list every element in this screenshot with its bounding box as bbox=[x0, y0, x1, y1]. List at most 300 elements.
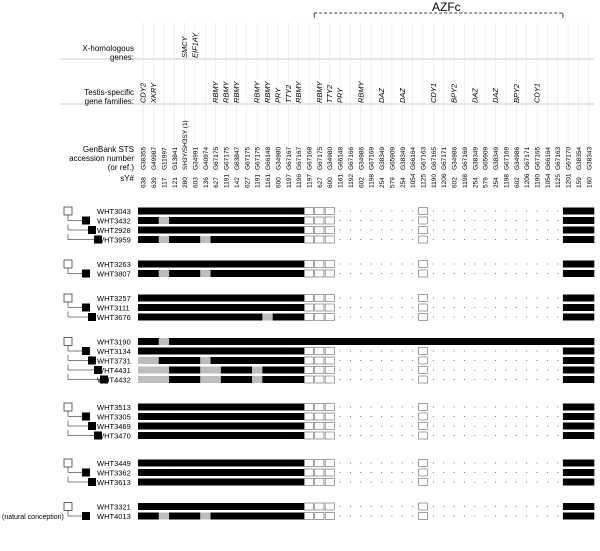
absent-cell bbox=[325, 367, 334, 374]
absent-dot bbox=[557, 435, 558, 436]
present-cell bbox=[200, 208, 211, 215]
present-cell bbox=[211, 338, 222, 345]
absent-dot bbox=[464, 307, 465, 308]
present-cell bbox=[563, 376, 574, 383]
present-cell bbox=[262, 479, 273, 486]
absent-dot bbox=[360, 220, 361, 221]
accession-label: G67175 bbox=[316, 146, 324, 170]
present-cell bbox=[273, 460, 284, 467]
absent-dot bbox=[485, 506, 486, 507]
sy-number-label: 638 bbox=[140, 177, 148, 188]
absent-cell bbox=[325, 270, 334, 277]
partial-cell bbox=[159, 338, 170, 345]
absent-dot bbox=[340, 360, 341, 361]
present-cell bbox=[356, 338, 367, 345]
present-cell bbox=[563, 513, 574, 520]
present-cell bbox=[262, 217, 273, 224]
absent-dot bbox=[485, 263, 486, 264]
absent-dot bbox=[443, 273, 444, 274]
absent-dot bbox=[412, 220, 413, 221]
absent-cell bbox=[315, 423, 324, 430]
testis-gene-label: RBMY bbox=[356, 81, 366, 103]
present-cell bbox=[159, 295, 170, 302]
absent-dot bbox=[464, 369, 465, 370]
present-cell bbox=[242, 404, 253, 411]
present-cell bbox=[190, 295, 201, 302]
present-cell bbox=[262, 236, 273, 243]
present-cell bbox=[573, 503, 584, 510]
present-cell bbox=[211, 295, 222, 302]
absent-cell bbox=[419, 367, 428, 374]
testis-gene-label: PRY bbox=[335, 87, 345, 103]
sy-number-label: 602 bbox=[451, 177, 459, 188]
present-cell bbox=[262, 348, 273, 355]
accession-label: G67175 bbox=[254, 146, 262, 170]
testis-specific-label: Testis-specific gene families: bbox=[84, 88, 134, 106]
present-cell bbox=[273, 304, 284, 311]
absent-dot bbox=[412, 316, 413, 317]
present-cell bbox=[159, 208, 170, 215]
present-cell bbox=[252, 503, 263, 510]
sy-number-label: 160 bbox=[586, 177, 594, 188]
absent-dot bbox=[402, 369, 403, 370]
absent-dot bbox=[381, 425, 382, 426]
absent-dot bbox=[495, 229, 496, 230]
absent-dot bbox=[350, 425, 351, 426]
sy-number-label: 1125 bbox=[420, 174, 428, 188]
absent-dot bbox=[474, 210, 475, 211]
testis-gene-label: DAZ bbox=[377, 88, 387, 103]
sy-number-label: 603 bbox=[192, 177, 200, 188]
present-cell bbox=[190, 338, 201, 345]
absent-dot bbox=[350, 462, 351, 463]
absent-dot bbox=[350, 263, 351, 264]
absent-dot bbox=[443, 369, 444, 370]
absent-dot bbox=[454, 416, 455, 417]
absent-dot bbox=[340, 515, 341, 516]
absent-dot bbox=[391, 229, 392, 230]
absent-dot bbox=[547, 360, 548, 361]
present-cell bbox=[262, 295, 273, 302]
absent-cell bbox=[419, 404, 428, 411]
present-cell bbox=[573, 432, 584, 439]
absent-dot bbox=[536, 273, 537, 274]
present-cell bbox=[231, 227, 242, 234]
present-cell bbox=[542, 338, 553, 345]
absent-dot bbox=[371, 506, 372, 507]
present-cell bbox=[387, 338, 398, 345]
absent-dot bbox=[402, 316, 403, 317]
present-cell bbox=[459, 338, 470, 345]
present-cell bbox=[584, 376, 595, 383]
present-cell bbox=[231, 479, 242, 486]
absent-dot bbox=[402, 307, 403, 308]
present-cell bbox=[179, 513, 190, 520]
absent-dot bbox=[350, 506, 351, 507]
present-cell bbox=[252, 304, 263, 311]
absent-dot bbox=[464, 297, 465, 298]
present-cell bbox=[273, 295, 284, 302]
present-cell bbox=[169, 432, 180, 439]
accession-label: G38349 bbox=[472, 146, 480, 170]
present-cell bbox=[138, 261, 149, 268]
absent-dot bbox=[526, 472, 527, 473]
absent-dot bbox=[412, 263, 413, 264]
present-cell bbox=[293, 367, 304, 374]
absent-dot bbox=[381, 297, 382, 298]
absent-dot bbox=[454, 515, 455, 516]
present-cell bbox=[148, 460, 159, 467]
absent-dot bbox=[360, 506, 361, 507]
absent-dot bbox=[557, 462, 558, 463]
absent-dot bbox=[464, 239, 465, 240]
absent-cell bbox=[419, 503, 428, 510]
absent-dot bbox=[547, 239, 548, 240]
absent-dot bbox=[495, 360, 496, 361]
absent-dot bbox=[547, 416, 548, 417]
absent-dot bbox=[443, 316, 444, 317]
absent-dot bbox=[381, 472, 382, 473]
present-cell bbox=[159, 304, 170, 311]
absent-dot bbox=[443, 406, 444, 407]
present-cell bbox=[584, 270, 595, 277]
sy-number-label: 600 bbox=[275, 177, 283, 188]
absent-dot bbox=[454, 263, 455, 264]
absent-dot bbox=[350, 515, 351, 516]
present-cell bbox=[262, 357, 273, 364]
present-cell bbox=[252, 460, 263, 467]
present-cell bbox=[262, 404, 273, 411]
absent-cell bbox=[315, 432, 324, 439]
present-cell bbox=[211, 217, 222, 224]
present-cell bbox=[293, 404, 304, 411]
absent-dot bbox=[557, 239, 558, 240]
absent-dot bbox=[547, 210, 548, 211]
present-cell bbox=[221, 208, 232, 215]
absent-dot bbox=[371, 360, 372, 361]
present-cell bbox=[293, 338, 304, 345]
absent-dot bbox=[443, 263, 444, 264]
row-label: WHT3470 bbox=[97, 431, 131, 441]
absent-dot bbox=[391, 220, 392, 221]
absent-dot bbox=[371, 239, 372, 240]
present-cell bbox=[573, 261, 584, 268]
absent-cell bbox=[304, 357, 313, 364]
present-cell bbox=[231, 304, 242, 311]
pedigree-son-box bbox=[82, 469, 90, 477]
absent-dot bbox=[505, 462, 506, 463]
azfc-label: AZFc bbox=[432, 0, 461, 14]
sy-number-label: 1196 bbox=[296, 174, 304, 188]
present-cell bbox=[190, 376, 201, 383]
absent-dot bbox=[402, 472, 403, 473]
pedigree-father-box bbox=[64, 207, 72, 215]
absent-dot bbox=[474, 273, 475, 274]
absent-cell bbox=[419, 261, 428, 268]
sy-number-label: 579 bbox=[389, 177, 397, 188]
absent-dot bbox=[340, 506, 341, 507]
absent-dot bbox=[391, 462, 392, 463]
absent-dot bbox=[433, 220, 434, 221]
present-cell bbox=[283, 348, 294, 355]
accession-label: G83847 bbox=[233, 146, 241, 170]
present-cell bbox=[573, 314, 584, 321]
absent-dot bbox=[371, 425, 372, 426]
absent-dot bbox=[547, 425, 548, 426]
absent-cell bbox=[325, 460, 334, 467]
absent-dot bbox=[402, 462, 403, 463]
present-cell bbox=[211, 227, 222, 234]
present-cell bbox=[563, 404, 574, 411]
absent-dot bbox=[433, 425, 434, 426]
present-cell bbox=[242, 413, 253, 420]
absent-dot bbox=[381, 435, 382, 436]
absent-dot bbox=[360, 350, 361, 351]
present-cell bbox=[584, 227, 595, 234]
row-label: WHT3190 bbox=[97, 337, 131, 347]
present-cell bbox=[159, 413, 170, 420]
absent-dot bbox=[547, 263, 548, 264]
absent-dot bbox=[433, 350, 434, 351]
absent-cell bbox=[315, 367, 324, 374]
partial-cell bbox=[138, 357, 149, 364]
present-cell bbox=[293, 261, 304, 268]
absent-cell bbox=[304, 404, 313, 411]
absent-dot bbox=[557, 472, 558, 473]
present-cell bbox=[242, 469, 253, 476]
absent-dot bbox=[433, 481, 434, 482]
sy-number-label: 1197 bbox=[285, 174, 293, 188]
absent-dot bbox=[516, 506, 517, 507]
sy-number-label: 1054 bbox=[410, 173, 418, 188]
present-cell bbox=[563, 314, 574, 321]
present-cell bbox=[262, 460, 273, 467]
absent-dot bbox=[495, 462, 496, 463]
absent-dot bbox=[391, 515, 392, 516]
absent-dot bbox=[557, 379, 558, 380]
absent-dot bbox=[495, 506, 496, 507]
absent-dot bbox=[495, 273, 496, 274]
absent-dot bbox=[526, 297, 527, 298]
absent-dot bbox=[526, 229, 527, 230]
absent-cell bbox=[419, 460, 428, 467]
present-cell bbox=[584, 460, 595, 467]
present-cell bbox=[242, 208, 253, 215]
accession-label: G34980 bbox=[275, 146, 283, 170]
row-note: (natural conception) bbox=[2, 514, 64, 521]
partial-cell bbox=[148, 376, 159, 383]
pedigree-father-box bbox=[64, 403, 72, 411]
absent-dot bbox=[402, 350, 403, 351]
pedigree-son-box bbox=[88, 478, 96, 486]
present-cell bbox=[179, 432, 190, 439]
absent-dot bbox=[495, 472, 496, 473]
partial-cell bbox=[200, 270, 211, 277]
absent-cell bbox=[419, 376, 428, 383]
absent-dot bbox=[454, 406, 455, 407]
partial-cell bbox=[252, 376, 263, 383]
absent-dot bbox=[391, 425, 392, 426]
absent-cell bbox=[304, 413, 313, 420]
present-cell bbox=[252, 295, 263, 302]
present-cell bbox=[262, 261, 273, 268]
present-cell bbox=[231, 217, 242, 224]
present-cell bbox=[242, 261, 253, 268]
absent-dot bbox=[505, 472, 506, 473]
present-cell bbox=[273, 413, 284, 420]
present-cell bbox=[273, 376, 284, 383]
present-cell bbox=[262, 227, 273, 234]
absent-dot bbox=[340, 210, 341, 211]
row-label: WHT3731 bbox=[97, 356, 131, 366]
accession-label: G65909 bbox=[482, 146, 490, 170]
absent-dot bbox=[412, 350, 413, 351]
absent-dot bbox=[474, 462, 475, 463]
absent-cell bbox=[315, 314, 324, 321]
absent-dot bbox=[340, 462, 341, 463]
absent-dot bbox=[433, 229, 434, 230]
absent-dot bbox=[443, 462, 444, 463]
absent-dot bbox=[526, 369, 527, 370]
present-cell bbox=[231, 376, 242, 383]
present-cell bbox=[252, 469, 263, 476]
absent-cell bbox=[325, 217, 334, 224]
absent-dot bbox=[485, 435, 486, 436]
absent-dot bbox=[360, 307, 361, 308]
absent-dot bbox=[433, 379, 434, 380]
absent-cell bbox=[419, 217, 428, 224]
absent-dot bbox=[360, 369, 361, 370]
absent-cell bbox=[419, 208, 428, 215]
absent-dot bbox=[474, 263, 475, 264]
absent-cell bbox=[315, 503, 324, 510]
present-cell bbox=[293, 503, 304, 510]
absent-cell bbox=[304, 367, 313, 374]
absent-dot bbox=[391, 416, 392, 417]
absent-dot bbox=[340, 220, 341, 221]
present-cell bbox=[148, 503, 159, 510]
present-cell bbox=[138, 217, 149, 224]
absent-dot bbox=[433, 360, 434, 361]
absent-dot bbox=[474, 316, 475, 317]
absent-dot bbox=[474, 360, 475, 361]
present-cell bbox=[262, 423, 273, 430]
row-label: WHT4432 bbox=[97, 375, 131, 385]
absent-cell bbox=[304, 348, 313, 355]
present-cell bbox=[252, 217, 263, 224]
absent-dot bbox=[547, 350, 548, 351]
absent-cell bbox=[325, 314, 334, 321]
absent-cell bbox=[325, 357, 334, 364]
absent-dot bbox=[516, 425, 517, 426]
present-cell bbox=[179, 270, 190, 277]
present-cell bbox=[521, 338, 532, 345]
pedigree-son-box bbox=[88, 313, 96, 321]
absent-dot bbox=[443, 229, 444, 230]
present-cell bbox=[190, 217, 201, 224]
absent-dot bbox=[495, 239, 496, 240]
present-cell bbox=[273, 423, 284, 430]
absent-dot bbox=[536, 350, 537, 351]
absent-dot bbox=[526, 506, 527, 507]
absent-dot bbox=[474, 369, 475, 370]
absent-dot bbox=[557, 515, 558, 516]
present-cell bbox=[242, 367, 253, 374]
absent-dot bbox=[495, 406, 496, 407]
absent-dot bbox=[557, 316, 558, 317]
partial-cell bbox=[148, 357, 159, 364]
present-cell bbox=[148, 295, 159, 302]
x-gene-label: SMCY bbox=[180, 36, 190, 58]
sy-number-label: 254 bbox=[472, 177, 480, 188]
present-cell bbox=[262, 208, 273, 215]
row-label: WHT3613 bbox=[97, 478, 131, 487]
absent-dot bbox=[495, 297, 496, 298]
present-cell bbox=[584, 479, 595, 486]
absent-dot bbox=[547, 515, 548, 516]
absent-dot bbox=[412, 369, 413, 370]
present-cell bbox=[293, 304, 304, 311]
partial-cell bbox=[159, 270, 170, 277]
present-cell bbox=[190, 460, 201, 467]
absent-dot bbox=[516, 239, 517, 240]
absent-dot bbox=[350, 229, 351, 230]
present-cell bbox=[397, 338, 408, 345]
present-cell bbox=[573, 227, 584, 234]
present-cell bbox=[169, 357, 180, 364]
present-cell bbox=[273, 208, 284, 215]
present-cell bbox=[293, 376, 304, 383]
absent-dot bbox=[495, 416, 496, 417]
present-cell bbox=[563, 423, 574, 430]
present-cell bbox=[293, 469, 304, 476]
present-cell bbox=[262, 338, 273, 345]
absent-dot bbox=[464, 210, 465, 211]
testis-gene-label: RBMY bbox=[211, 81, 221, 103]
absent-dot bbox=[557, 416, 558, 417]
absent-dot bbox=[360, 360, 361, 361]
absent-dot bbox=[391, 210, 392, 211]
partial-cell bbox=[159, 513, 170, 520]
present-cell bbox=[200, 479, 211, 486]
absent-dot bbox=[516, 416, 517, 417]
present-cell bbox=[573, 376, 584, 383]
absent-dot bbox=[505, 263, 506, 264]
present-cell bbox=[138, 469, 149, 476]
absent-dot bbox=[350, 435, 351, 436]
absent-dot bbox=[557, 210, 558, 211]
absent-dot bbox=[340, 379, 341, 380]
testis-gene-label: RBMY bbox=[294, 81, 304, 103]
absent-dot bbox=[454, 220, 455, 221]
present-cell bbox=[283, 469, 294, 476]
present-cell bbox=[190, 432, 201, 439]
present-cell bbox=[169, 503, 180, 510]
x-gene-label: EIF1AY bbox=[190, 32, 200, 58]
present-cell bbox=[221, 469, 232, 476]
present-cell bbox=[252, 357, 263, 364]
present-cell bbox=[221, 413, 232, 420]
absent-cell bbox=[325, 227, 334, 234]
absent-dot bbox=[340, 316, 341, 317]
sy-number-label: 136 bbox=[202, 177, 210, 188]
present-cell bbox=[283, 432, 294, 439]
absent-dot bbox=[547, 435, 548, 436]
present-cell bbox=[252, 513, 263, 520]
present-cell bbox=[138, 304, 149, 311]
present-cell bbox=[242, 513, 253, 520]
present-cell bbox=[138, 460, 149, 467]
